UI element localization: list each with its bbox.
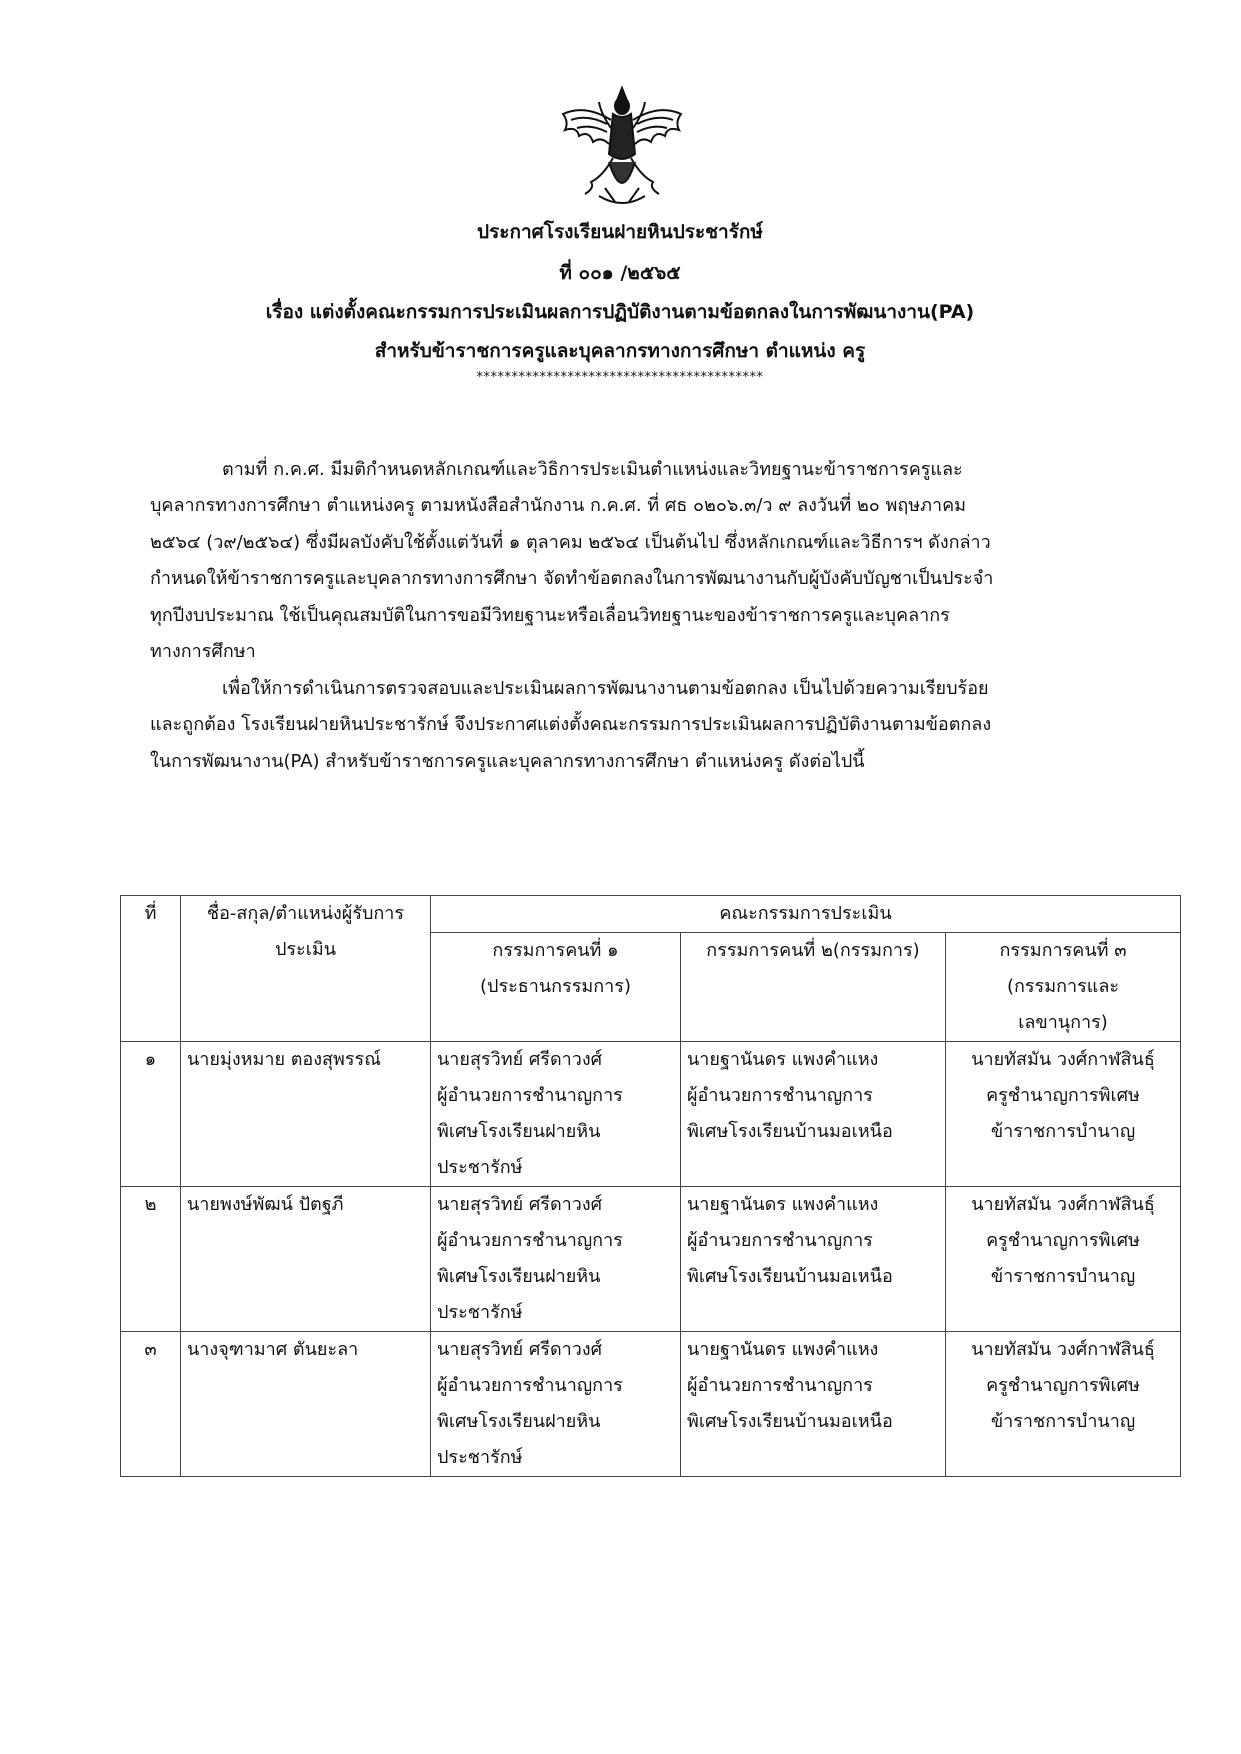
announcement-title: ประกาศโรงเรียนฝายหินประชารักษ์ bbox=[477, 221, 763, 243]
garuda-emblem-icon bbox=[555, 84, 689, 214]
cell-line: นายฐานันดร แพงคำแหง bbox=[687, 1194, 879, 1215]
cell-line: นายฐานันดร แพงคำแหง bbox=[687, 1049, 879, 1070]
cell-line: ครูชำนาญการพิเศษ bbox=[986, 1375, 1140, 1396]
cell-line: ครูชำนาญการพิเศษ bbox=[986, 1230, 1140, 1251]
separator-line: ***************************************** bbox=[476, 370, 764, 385]
cell-line: พิเศษโรงเรียนบ้านมอเหนือ bbox=[687, 1266, 893, 1287]
header-c2-line: กรรมการคนที่ ๒(กรรมการ) bbox=[706, 940, 920, 961]
paragraph-line: ทุกปีงบประมาณ ใช้เป็นคุณสมบัติในการขอมีวิทยฐานะหรือเลื่อนวิทยฐานะของข้าราชการครูและบุคลากร bbox=[150, 604, 950, 626]
row-committee-1 bbox=[431, 1187, 681, 1332]
header-name-line: ชื่อ-สกุล/ตำแหน่งผู้รับการ bbox=[206, 903, 405, 924]
cell-line: นายทัสมัน วงศ์กาฬสินธุ์ bbox=[971, 1339, 1155, 1360]
paragraph-line: ๒๕๖๔ (ว๙/๒๕๖๔) ซึ่งมีผลบังคับใช้ตั้งแต่วันที่ ๑ ตุลาคม ๒๕๖๔ เป็นต้นไป ซึ่งหลักเกณฑ์และวิธีการฯ ดังกล่าว bbox=[150, 531, 991, 553]
cell-line: พิเศษโรงเรียนฝายหิน bbox=[437, 1411, 601, 1432]
cell-line: พิเศษโรงเรียนฝายหิน bbox=[437, 1121, 601, 1142]
cell-line: นายสุรวิทย์ ศรีดาวงศ์ bbox=[437, 1194, 603, 1215]
row-committee-2 bbox=[681, 1042, 946, 1187]
header-committee-2 bbox=[681, 933, 946, 1042]
row-no: ๒ bbox=[121, 1187, 181, 1332]
cell-line: นายสุรวิทย์ ศรีดาวงศ์ bbox=[437, 1339, 603, 1360]
cell-line: ผู้อำนวยการชำนาญการ bbox=[437, 1375, 623, 1396]
header-name bbox=[181, 896, 431, 1042]
row-committee-3 bbox=[946, 1187, 1181, 1332]
paragraph-line: บุคลากรทางการศึกษา ตำแหน่งครู ตามหนังสือสำนักงาน ก.ค.ศ. ที่ ศธ ๐๒๐๖.๓/ว ๙ ลงวันที่ ๒๐ พฤษภาคม bbox=[150, 495, 967, 517]
cell-line: ประชารักษ์ bbox=[437, 1447, 523, 1468]
cell-line: ข้าราชการบำนาญ bbox=[990, 1411, 1136, 1432]
row-name: นายพงษ์พัฒน์ ปัตฐภี bbox=[181, 1187, 431, 1332]
header-c1-line: (ประธานกรรมการ) bbox=[480, 976, 631, 997]
cell-line: ผู้อำนวยการชำนาญการ bbox=[687, 1085, 873, 1106]
row-committee-2 bbox=[681, 1187, 946, 1332]
cell-line: ประชารักษ์ bbox=[437, 1302, 523, 1323]
cell-line: นายฐานันดร แพงคำแหง bbox=[687, 1339, 879, 1360]
header-committee: คณะกรรมการประเมิน bbox=[431, 896, 1181, 933]
cell-line: พิเศษโรงเรียนบ้านมอเหนือ bbox=[687, 1121, 893, 1142]
committee-table bbox=[120, 895, 1181, 1477]
header-c3-line: กรรมการคนที่ ๓ bbox=[999, 940, 1127, 961]
row-committee-1 bbox=[431, 1042, 681, 1187]
paragraph-2 bbox=[150, 671, 1120, 780]
header-committee-1 bbox=[431, 933, 681, 1042]
cell-line: ข้าราชการบำนาญ bbox=[990, 1121, 1136, 1142]
cell-line: ผู้อำนวยการชำนาญการ bbox=[437, 1230, 623, 1251]
cell-line: นายทัสมัน วงศ์กาฬสินธุ์ bbox=[971, 1194, 1155, 1215]
cell-line: นายทัสมัน วงศ์กาฬสินธุ์ bbox=[971, 1049, 1155, 1070]
paragraph-1 bbox=[150, 452, 1120, 670]
row-committee-3 bbox=[946, 1042, 1181, 1187]
announcement-subject: เรื่อง แต่งตั้งคณะกรรมการประเมินผลการปฏิบัติงานตามข้อตกลงในการพัฒนางาน(PA) bbox=[265, 301, 975, 323]
paragraph-line: กำหนดให้ข้าราชการครูและบุคลากรทางการศึกษา จัดทำข้อตกลงในการพัฒนางานกับผู้บังคับบัญชาเป็นประจำ bbox=[150, 568, 994, 590]
row-no: ๓ bbox=[121, 1332, 181, 1477]
garuda-emblem-svg bbox=[555, 84, 689, 214]
header-no: ที่ bbox=[121, 896, 181, 1042]
table-header-row bbox=[121, 896, 1181, 933]
header-c3-line: (กรรมการและ bbox=[1006, 976, 1120, 997]
cell-line: ประชารักษ์ bbox=[437, 1157, 523, 1178]
header-c1-line: กรรมการคนที่ ๑ bbox=[492, 940, 619, 961]
cell-line: ผู้อำนวยการชำนาญการ bbox=[687, 1375, 873, 1396]
cell-line: นายสุรวิทย์ ศรีดาวงศ์ bbox=[437, 1049, 603, 1070]
header-name-line: ประเมิน bbox=[274, 939, 337, 960]
row-no: ๑ bbox=[121, 1042, 181, 1187]
row-name: นายมุ่งหมาย ตองสุพรรณ์ bbox=[181, 1042, 431, 1187]
paragraph-line: ทางการศึกษา bbox=[150, 641, 256, 663]
cell-line: ครูชำนาญการพิเศษ bbox=[986, 1085, 1140, 1106]
cell-line: ผู้อำนวยการชำนาญการ bbox=[437, 1085, 623, 1106]
row-committee-1 bbox=[431, 1332, 681, 1477]
cell-line: ข้าราชการบำนาญ bbox=[990, 1266, 1136, 1287]
announcement-number: ที่ ๐๐๑ /๒๕๖๕ bbox=[559, 262, 681, 284]
row-name: นางจุฑามาศ ตันยะลา bbox=[181, 1332, 431, 1477]
table-row bbox=[121, 1042, 1181, 1187]
paragraph-line: ในการพัฒนางาน(PA) สำหรับข้าราชการครูและบุคลากรทางการศึกษา ตำแหน่งครู ดังต่อไปนี้ bbox=[150, 750, 865, 772]
row-committee-3 bbox=[946, 1332, 1181, 1477]
announcement-subject-line2: สำหรับข้าราชการครูและบุคลากรทางการศึกษา ตำแหน่ง ครู bbox=[374, 340, 866, 362]
header-committee-3 bbox=[946, 933, 1181, 1042]
paragraph-line: ตามที่ ก.ค.ศ. มีมติกำหนดหลักเกณฑ์และวิธิการประเมินตำแหน่งและวิทยฐานะข้าราชการครูและ bbox=[222, 459, 963, 480]
header-c3-line: เลขานุการ) bbox=[1018, 1012, 1108, 1033]
table-row bbox=[121, 1332, 1181, 1477]
row-committee-2 bbox=[681, 1332, 946, 1477]
cell-line: พิเศษโรงเรียนบ้านมอเหนือ bbox=[687, 1411, 893, 1432]
cell-line: ผู้อำนวยการชำนาญการ bbox=[687, 1230, 873, 1251]
paragraph-line: เพื่อให้การดำเนินการตรวจสอบและประเมินผลการพัฒนางานตามข้อตกลง เป็นไปด้วยความเรียบร้อย bbox=[222, 678, 989, 699]
cell-line: พิเศษโรงเรียนฝายหิน bbox=[437, 1266, 601, 1287]
table-row bbox=[121, 1187, 1181, 1332]
paragraph-line: และถูกต้อง โรงเรียนฝายหินประชารักษ์ จึงประกาศแต่งตั้งคณะกรรมการประเมินผลการปฏิบัติงานตามข้อตกลง bbox=[150, 714, 992, 736]
